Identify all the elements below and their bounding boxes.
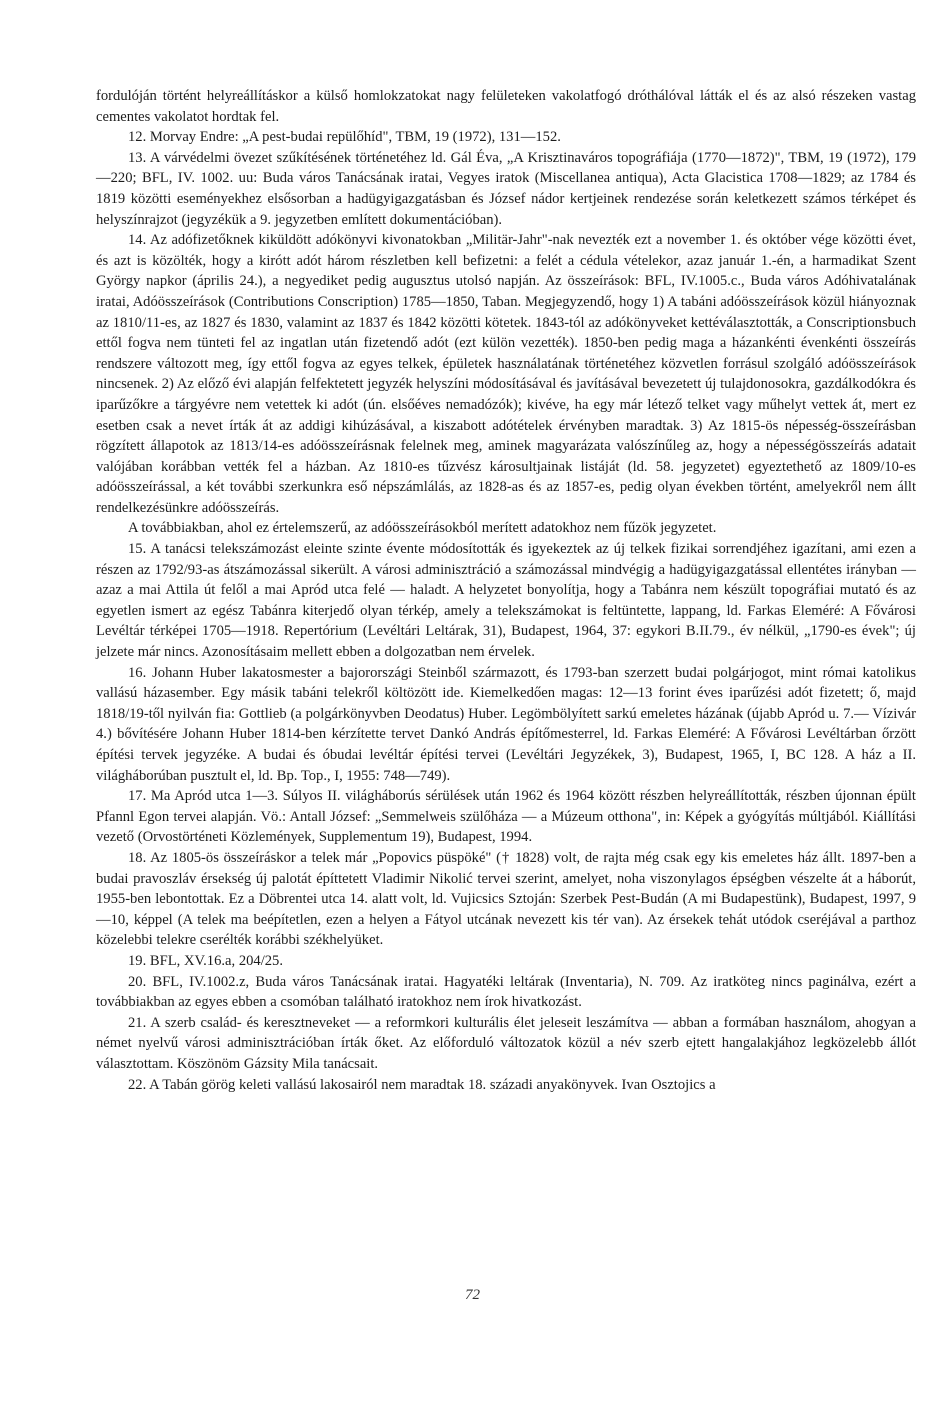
footnote-14-continuation: A továbbiakban, ahol ez értelemszerű, az adóösszeírásokból merített adatokhoz nem fűzök jegyzetet. [128,520,717,537]
footnote-19: 19. BFL, XV.16.a, 204/25. [128,952,284,969]
document-body [96,86,916,1095]
footnote-14: 14. Az adófizetőknek kiküldött adókönyvi kivonatokban „Militär-Jahr"-nak nevezték ezt a november 1. és október vége közötti évet, és azt is közölték, hogy a kirótt adót három részletben kell befizetni: a felét a cédula vételekor, azaz január 1.-én, a harmadikat Szent György napkor (április 24.), a negyediket pedig augusztus utolsó napján. Az összeírások: BFL, IV.1005.c., Buda város Adóhivatalának iratai, Adóösszeírások (Contributions Conscription) 1785—1850, Taban. Megjegyzendő, hogy 1) A tabáni adóösszeírások közül hiányoznak az 1810/11-es, az 1827 és 1830, valamint az 1837 és 1842 közötti kötetek. 1843-tól az adókönyveket kettéválasztották, a Conscriptionsbuch ettől fogva nem tünteti fel az ingatlan után fizetendő adót (ezt külön vezették). 1850-ben pedig maga a házankénti évenkénti összeírás rendszere változott meg, így ettől fogva az egyes telkek, épületek használatának történetéhez közvetlen forrásul szolgáló adóösszeírások nincsenek. 2) Az előző évi alapján felfektetett jegyzék helyszíni módosításával és javításával bevezetett új tulajdonosokra, gazdálkodókra és iparűzőkre a tárgyévre nem vetettek ki adót (ún. elsőéves nemadózók); kivéve, ha egy már létező telket vagy műhelyt vettek át, mert ez esetben csak a nevet írták át az addigi kihúzásával, a kiszabott adótételek érvényben maradtak. 3) Az 1815-ös népesség-összeírásban rögzített állapotok az 1813/14-es adóösszeírásnak felelnek meg, aminek magyarázata valószínűleg az, hogy a népességösszeírás adatait valójában korábban vették fel a házban. Az 1810-es tűzvész károsultjainak listáját (ld. 58. jegyzetet) egyeztethető az 1809/10-es adóösszeírással, a két további szerkunkra eső népszámlálás, az 1828-as és az 1857-es, pedig olyan években történt, amelyekről nem állt rendelkezésünkre adóösszeírás. [96,232,916,516]
footnote-16: 16. Johann Huber lakatosmester a bajorországi Steinből származott, és 1793-ban szerzett budai polgárjogot, mint római katolikus vallású házasember. Egy másik tabáni telekről költözött ide. Kiemelkedően magas: 12—13 forint éves iparűzési adót fizetett; ő, majd 1818/19-től nyilván fia: Gottlieb (a polgárkönyvben Deodatus) Huber. Legömbölyített sarkú emeletes házának (újabb Apród u. 7.— Vízivár 4.) bővítésére Johann Huber 1814-ben kérzítette tervet Dankó András építőmesterrel, ld. Farkas Eleméré: A Fővárosi Levéltárban őrzött építési tervek jegyzéke. A budai és óbudai levéltár építési tervei (Levéltári Jegyzékek, 3), Budapest, 1965, I, BC 128. A ház a II. világháborúban pusztult el, ld. Bp. Top., I, 1955: 748—749). [96,664,916,784]
page-number: 72 [465,1287,480,1303]
footnote-15: 15. A tanácsi telekszámozást eleinte szinte évente módosították és igyekeztek az új telkek fizikai sorrendjéhez igazítani, ami ezen a részen az 1792/93-as átszámozással sikerült. A városi adminisztráció a számozással mindvégig a hadügyigazgatással ellentétes irányban — azaz a mai Attila út felől a mai Apród utca felé — haladt. A helyzetet bonyolítja, hogy a Tabánra nem készült topográfiai mutató és az egyetlen ismert az egész Tabánra kiterjedő olyan térkép, amely a telekszámokat is feltüntette, lappang, ld. Farkas Eleméré: A Fővárosi Levéltár térképei 1705—1918. Repertórium (Levéltári Leltárak, 31), Budapest, 1964, 37: egykori B.II.79., év nélkül, „1790-es évek"; új jelzete már nincs. Azonosításaim mellett ebben a dolgozatban nem érvelek. [96,541,916,661]
footnote-21: 21. A szerb család- és keresztneveket — a reformkori kulturális élet jeleseit leszámítva — abban a formában használom, ahogyan a német nyelvű városi adminisztrációban írták őket. Az előforduló változatok közül a név szerb ejtett hangalakjához legközelebb állót választottam. Köszönöm Gázsity Mila tanácsait. [96,1014,916,1072]
footnote-22: 22. A Tabán görög keleti vallású lakosairól nem maradtak 18. századi anyakönyvek. Ivan Osztojics a [128,1076,716,1093]
footnote-12: 12. Morvay Endre: „A pest-budai repülőhíd", TBM, 19 (1972), 131—152. [128,129,561,146]
footnote-18: 18. Az 1805-ös összeíráskor a telek már „Popovics püspöké" († 1828) volt, de rajta még csak egy kis emeletes ház állt. 1897-ben a budai pravoszláv érsekség új palotát építtetett Vladimir Nikolić tervei szerint, amelyet, noha viszonylagos épségben vészelte át a háborút, 1955-ben lebontottak. Ez a Döbrentei utca 14. alatt volt, ld. Vujicsics Sztoján: Szerbek Pest-Budán (A mi Budapestünk), Budapest, 1997, 9—10, képpel (A telek ma beépítetlen, ezen a helyen a Fátyol utcának nevezett kis tér van). Az érsekek tehát utódok cseréjával a parthoz közelebbi telekre cserélték korábbi székhelyüket. [96,849,916,949]
footnote-17: 17. Ma Apród utca 1—3. Súlyos II. világháborús sérülések után 1962 és 1964 között részben helyreállították, részben újonnan épült Pfannl Egon tervei alapján. Vö.: Antall József: „Semmelweis szülőháza — a Múzeum otthona", in: Képek a gyógyítás múltjából. Kiállítási vezető (Orvostörténeti Közlemények, Supplementum 19), Budapest, 1994. [96,788,916,846]
footnote-13: 13. A várvédelmi övezet szűkítésének történetéhez ld. Gál Éva, „A Krisztinaváros topográfiája (1770—1872)", TBM, 19 (1972), 179—220; BFL, IV. 1002. uu: Buda város Tanácsának iratai, Vegyes iratok (Miscellanea antiqua), Acta Glacistica 1708—1829; az 1784 és 1819 közötti eseményekhez elsősorban a hadügyigazgatásban és József nádor kertjeinek rendezése során keletkezett számos térképet és helyszínrajzot (jegyzékük a 9. jegyzetben említett dokumentációban). [96,149,916,228]
paragraph-continuation: fordulóján történt helyreállításkor a külső homlokzatokat nagy felületeken vakolatfogó dróthálóval látták el és az alsó részeken vastag cementes vakolatot hordtak fel. [96,88,916,125]
footnote-20: 20. BFL, IV.1002.z, Buda város Tanácsának iratai. Hagyatéki leltárak (Inventaria), N. 709. Az iratköteg nincs paginálva, ezért a továbbiakban az egyes ebben a csomóban található iratokhoz nem írok hivatkozást. [96,973,916,1011]
